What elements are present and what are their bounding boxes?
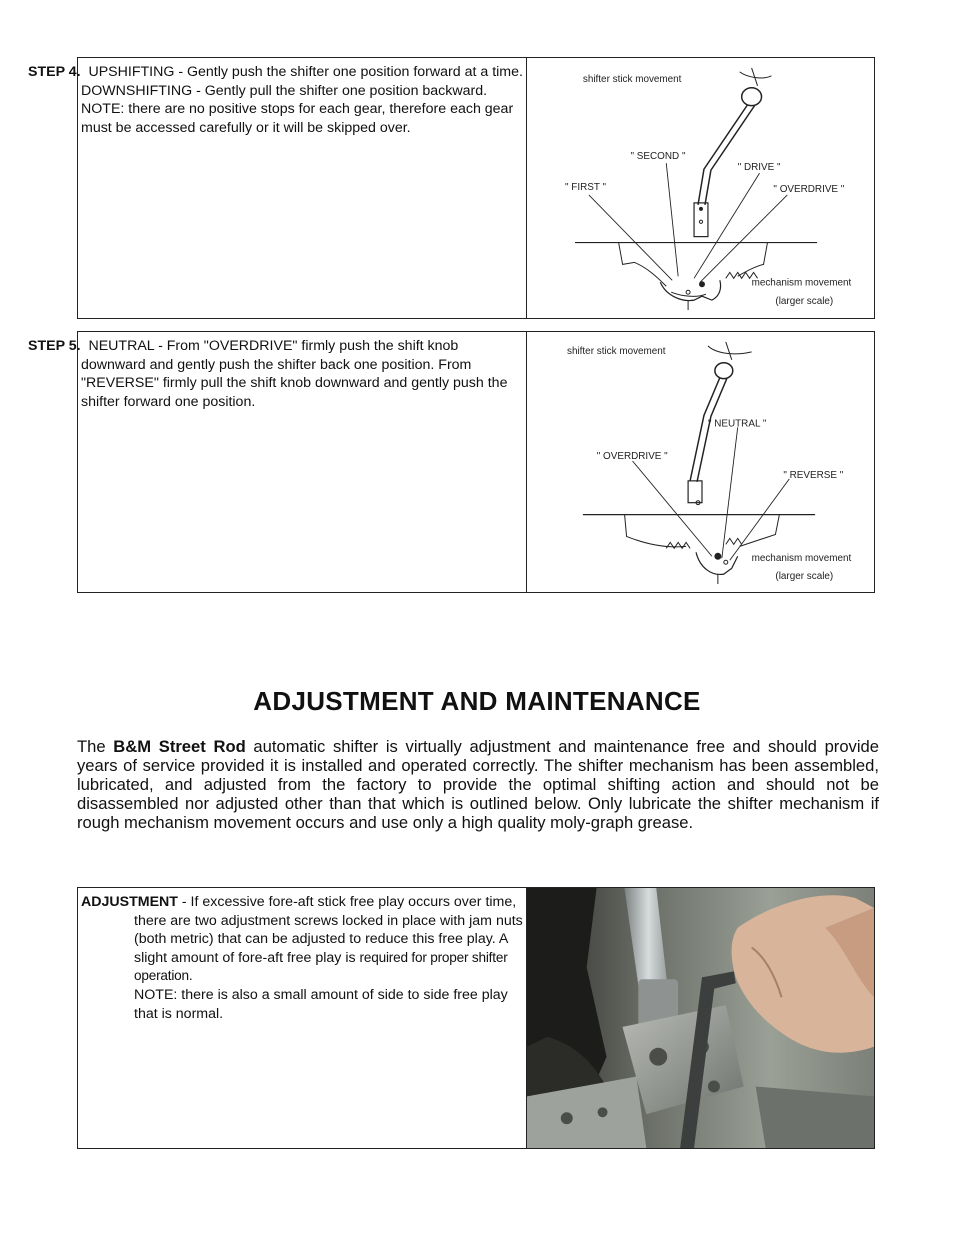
step5-text [28,332,527,592]
adjustment-text [78,888,527,1148]
step4-figure [527,58,874,318]
brand-name: B&M Street Rod [113,737,246,756]
para-prefix: The [77,737,114,756]
larger-scale-label: (larger scale) [775,571,834,583]
stick-movement-label: shifter stick movement [567,345,666,357]
step4-text [28,58,527,318]
step5-lead: STEP 5. [28,338,81,354]
adjustment-body: - If excessive fore-aft stick free play occurs over time, there are two adjustment screws locked in place with jam nuts (both metric) that can be adjusted to reduce this free play. A slight amount of fore-aft free play is [134,894,523,966]
label-drive: " DRIVE " [737,162,781,174]
label-overdrive: " OVERDRIVE " [596,451,668,463]
label-first: " FIRST " [565,181,607,193]
label-overdrive: " OVERDRIVE " [773,183,845,195]
step4-shifter-diagram [527,58,874,318]
adjustment-photo [527,888,874,1148]
adjustment-box [77,887,875,1149]
step5-body: NEUTRAL - From "OVERDRIVE" firmly push the shift knob downward and gently push the shifter back one position. From "REVERSE" firmly pull the shift knob downward and gently push the shifter forward one position. [81,338,508,410]
label-second: " SECOND " [630,151,686,163]
mechanism-movement-label: mechanism movement [751,277,852,289]
step4-box [28,57,875,319]
mechanism-movement-label: mechanism movement [751,553,852,565]
section-title: ADJUSTMENT AND MAINTENANCE [253,686,701,716]
stick-movement-label: shifter stick movement [582,73,682,85]
step5-figure [527,332,874,592]
step4-body: UPSHIFTING - Gently push the shifter one position forward at a time. DOWNSHIFTING - Gently pull the shifter one position backward. NOTE: there are no positive stops for each gear, therefore each gear must be accessed carefully or it will be skipped over. [81,64,523,136]
label-neutral: " NEUTRAL " [707,418,767,430]
label-reverse: " REVERSE " [783,469,844,481]
step5-box [28,331,875,593]
step4-lead: STEP 4. [28,64,81,80]
maintenance-paragraph [77,737,879,832]
step5-shifter-diagram [527,332,874,592]
para-body: automatic shifter is virtually adjustment and maintenance free and should provide years of service provided it is installed and operated correctly. The shifter mechanism has been assembled, lubricated, and adjusted from the factory to provide the optimal shifting action and should not be disassembled nor adjusted other than that which is outlined below. Only lubricate the shifter mechanism if rough mechanism movement occurs and use only a high quality moly-graph grease. [77,737,879,832]
larger-scale-label: (larger scale) [775,296,834,308]
shifter-adjustment-photo [527,888,874,1148]
adjustment-body-tail: required for proper shifter operation. [134,949,508,984]
adjustment-paragraph [81,893,523,986]
adjustment-lead: ADJUSTMENT [81,894,178,910]
adjustment-note: NOTE: there is also a small amount of side to side free play that is normal. [134,986,508,1022]
